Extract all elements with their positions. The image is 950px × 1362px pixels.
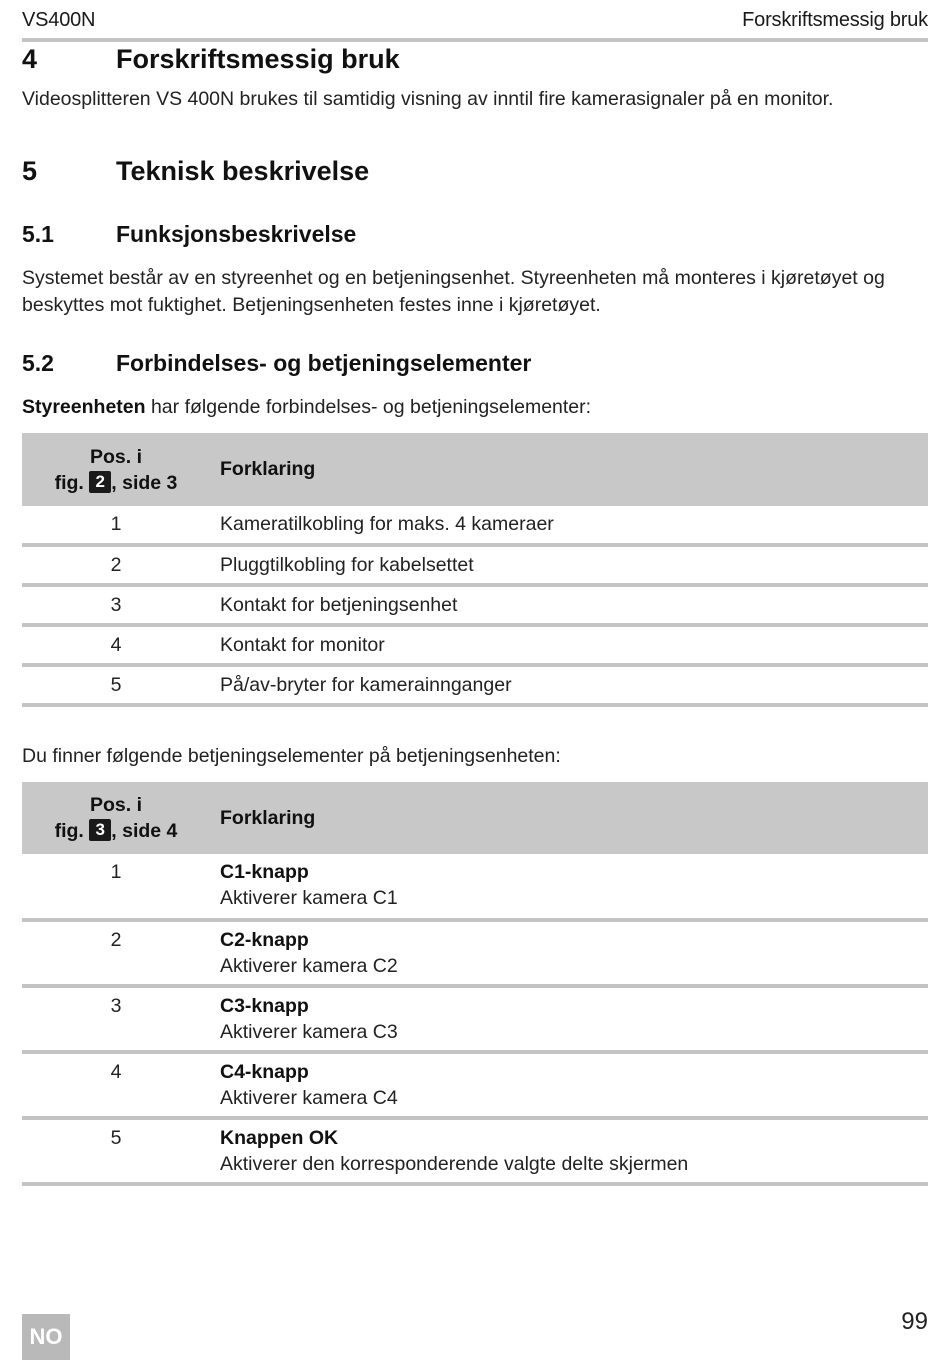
row-position: 1	[110, 513, 122, 535]
row-position: 4	[110, 1061, 122, 1083]
operating-unit-intro: Du finner følgende betjeningselementer på betjeningsenheten:	[22, 745, 561, 767]
section-5-2-intro	[22, 394, 928, 421]
section-number: 4	[22, 44, 38, 74]
table-row	[22, 1120, 928, 1186]
figure-number-badge: 2	[89, 471, 111, 493]
table-header	[22, 433, 928, 506]
header-section: Forskriftsmessig bruk	[742, 8, 928, 31]
button-description: Aktiverer kamera C3	[220, 1021, 398, 1043]
row-position: 5	[110, 673, 122, 696]
section-title: Funksjonsbeskrivelse	[116, 221, 357, 247]
section-number: 5	[22, 156, 38, 186]
intro-text: har følgende forbindelses- og betjeningselementer:	[145, 396, 592, 418]
table-row	[22, 988, 928, 1054]
table-row	[22, 922, 928, 988]
header-position: Pos. i fig. 2 , side 3	[54, 445, 178, 494]
row-text: Kontakt for betjeningsenhet	[220, 593, 458, 616]
section-number: 5.2	[22, 350, 54, 376]
button-name: C1-knapp	[220, 861, 309, 883]
control-unit-table	[22, 433, 928, 707]
button-description: Aktiverer kamera C4	[220, 1087, 398, 1109]
table-row	[22, 587, 928, 627]
table-row	[22, 667, 928, 707]
row-text: Kontakt for monitor	[220, 633, 385, 656]
section-title: Forbindelses- og betjeningselementer	[116, 350, 532, 376]
header-model: VS400N	[22, 8, 96, 31]
button-name: C2-knapp	[220, 929, 309, 951]
table-row	[22, 547, 928, 587]
page-number: 99	[901, 1308, 928, 1335]
row-content	[210, 993, 398, 1045]
language-badge: NO	[22, 1314, 70, 1360]
figure-number-badge: 3	[89, 819, 111, 841]
document-page	[22, 0, 928, 1362]
row-text: På/av-bryter for kamerainnganger	[220, 673, 512, 696]
section-4-heading	[22, 44, 400, 75]
row-position: 5	[110, 1127, 122, 1149]
button-description: Aktiverer den korresponderende valgte delte skjermen	[220, 1153, 689, 1175]
row-content	[210, 859, 398, 911]
button-name: C3-knapp	[220, 995, 309, 1017]
section-title: Forskriftsmessig bruk	[116, 44, 400, 74]
row-text: Kameratilkobling for maks. 4 kameraer	[220, 513, 554, 535]
table-header	[22, 782, 928, 854]
row-position: 1	[110, 861, 122, 883]
section-number: 5.1	[22, 221, 54, 247]
table-row	[22, 854, 928, 922]
row-position: 4	[110, 633, 122, 656]
header-position: Pos. i fig. 3 , side 4	[54, 794, 178, 842]
button-description: Aktiverer kamera C2	[220, 955, 398, 977]
header-explanation: Forklaring	[220, 806, 316, 829]
section-5-heading	[22, 156, 369, 187]
button-description: Aktiverer kamera C1	[220, 887, 398, 909]
row-content	[210, 927, 398, 979]
row-content	[210, 1059, 398, 1111]
table-row	[22, 1054, 928, 1120]
section-4-text: Videosplitteren VS 400N brukes til samtidig visning av inntil fire kamerasignaler på en monitor.	[22, 88, 834, 110]
table-row	[22, 506, 928, 547]
row-position: 2	[110, 553, 122, 576]
header-rule	[22, 38, 928, 42]
section-5-1-text: Systemet består av en styreenhet og en betjeningsenhet. Styreenheten må monteres i kjøretøyet og beskyttes mot fuktighet. Betjeningsenheten festes inne i kjøretøyet.	[22, 267, 885, 316]
button-name: C4-knapp	[220, 1061, 309, 1083]
section-title: Teknisk beskrivelse	[116, 156, 370, 186]
section-5-1-heading	[22, 221, 356, 248]
operating-unit-table	[22, 782, 928, 1186]
row-position: 3	[110, 995, 122, 1017]
section-5-2-heading	[22, 350, 531, 377]
header-explanation: Forklaring	[220, 458, 316, 480]
table-row	[22, 627, 928, 667]
row-content	[210, 1125, 688, 1177]
intro-bold-term: Styreenheten	[22, 396, 146, 418]
row-text: Pluggtilkobling for kabelsettet	[220, 553, 474, 576]
button-name: Knappen OK	[220, 1127, 339, 1149]
row-position: 2	[110, 929, 122, 951]
running-header	[22, 8, 928, 32]
row-position: 3	[110, 593, 122, 616]
